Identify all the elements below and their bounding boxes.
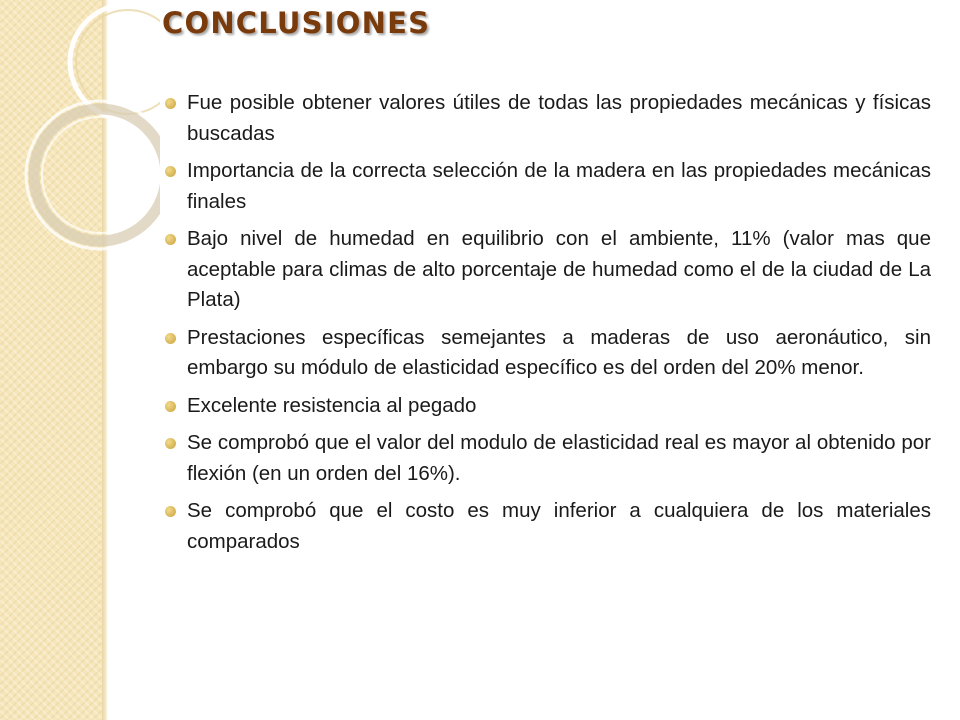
list-item (163, 156, 931, 217)
bullet-icon (165, 166, 176, 177)
slide-title: CONCLUSIONES (162, 6, 431, 40)
list-item (163, 391, 931, 422)
list-item (163, 496, 931, 557)
list-item-text: Excelente resistencia al pegado (187, 393, 477, 417)
bullet-icon (165, 333, 176, 344)
bullet-icon (165, 401, 176, 412)
bullet-icon (165, 506, 176, 517)
list-item-text: Importancia de la correcta selección de la madera en las propiedades mecánicas finales (187, 159, 931, 213)
list-item-text: Prestaciones específicas semejantes a maderas de uso aeronáutico, sin embargo su módulo de elasticidad específico es del orden del 20% menor. (187, 325, 931, 379)
list-item-text: Se comprobó que el valor del modulo de elasticidad real es mayor al obtenido por flexión (en un orden del 16%). (187, 431, 931, 485)
list-item (163, 224, 931, 316)
bullet-icon (165, 234, 176, 245)
decorative-circles (0, 0, 160, 300)
list-item (163, 323, 931, 384)
list-item-text: Bajo nivel de humedad en equilibrio con el ambiente, 11% (valor mas que aceptable para climas de alto porcentaje de humedad como el de la ciudad de La Plata) (187, 227, 931, 311)
bullet-icon (165, 98, 176, 109)
list-item (163, 88, 931, 149)
list-item-text: Fue posible obtener valores útiles de todas las propiedades mecánicas y físicas buscadas (187, 91, 931, 145)
bullet-icon (165, 438, 176, 449)
conclusions-list (163, 88, 931, 564)
list-item (163, 428, 931, 489)
list-item-text: Se comprobó que el costo es muy inferior a cualquiera de los materiales comparados (187, 499, 931, 553)
